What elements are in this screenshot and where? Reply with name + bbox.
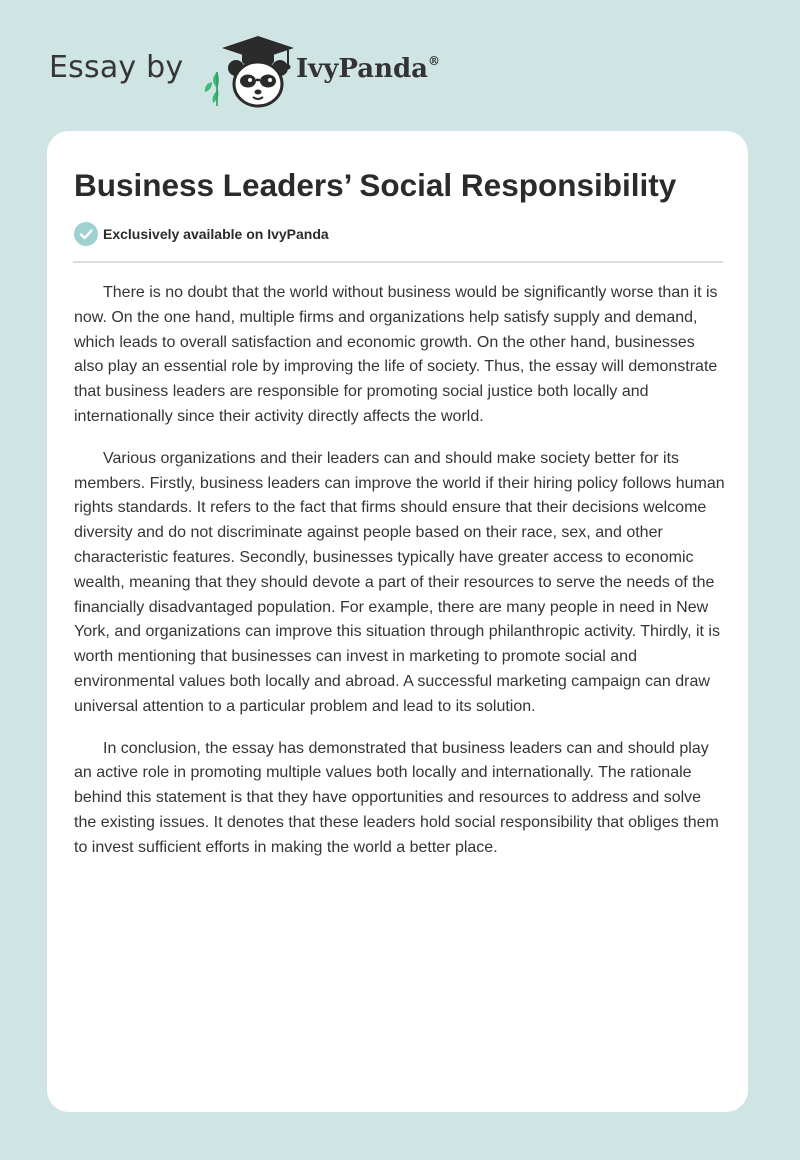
essay-body: [74, 281, 725, 878]
exclusive-badge-label: Exclusively available on IvyPanda: [103, 226, 329, 242]
exclusive-badge: [74, 222, 329, 246]
divider: [73, 261, 723, 263]
essay-paragraph: There is no doubt that the world without business would be significantly worse than it is now. On the one hand, multiple firms and organizations help satisfy supply and demand, which leads to overall satisfaction and economic growth. On the other hand, businesses also play an essential role by improving the life of society. Thus, the essay will demonstrate that business leaders are responsible for promoting social justice both locally and internationally since their activity directly affects the world.: [74, 284, 718, 425]
brand-name: [296, 54, 440, 84]
essay-paragraph: In conclusion, the essay has demonstrated that business leaders can and should play an active role in promoting multiple values both locally and internationally. The rationale behind this statement is that they have opportunities and resources to address and solve the existing issues. It denotes that these leaders hold social responsibility that obliges them to invest sufficient efforts in making the world a better place.: [74, 739, 719, 856]
registered-mark: ®: [428, 54, 441, 68]
brand-header: [49, 34, 509, 110]
brand-prefix: Essay by: [49, 50, 184, 85]
essay-card: [47, 131, 748, 1112]
essay-title: Business Leaders’ Social Responsibility: [74, 167, 677, 203]
brand-name-text: IvyPanda: [296, 54, 429, 84]
check-circle-icon: [74, 222, 98, 246]
panda-logo-icon: [204, 34, 294, 110]
essay-paragraph: Various organizations and their leaders can and should make society better for its members. Firstly, business leaders can improve the world if their hiring policy follows human rights standards. It refers to the fact that firms should ensure that their decisions welcome diversity and do not discriminate against people based on their race, sex, and other characteristic features. Secondly, businesses typically have greater access to economic wealth, meaning that they should devote a part of their resources to serve the needs of the financially disadvantaged population. For example, there are many people in need in New York, and organizations can improve this situation through philanthropic activity. Thirdly, it is worth mentioning that businesses can invest in marketing to promote social and environmental values both locally and abroad. A successful marketing campaign can draw universal attention to a particular problem and lead to its solution.: [74, 449, 725, 715]
